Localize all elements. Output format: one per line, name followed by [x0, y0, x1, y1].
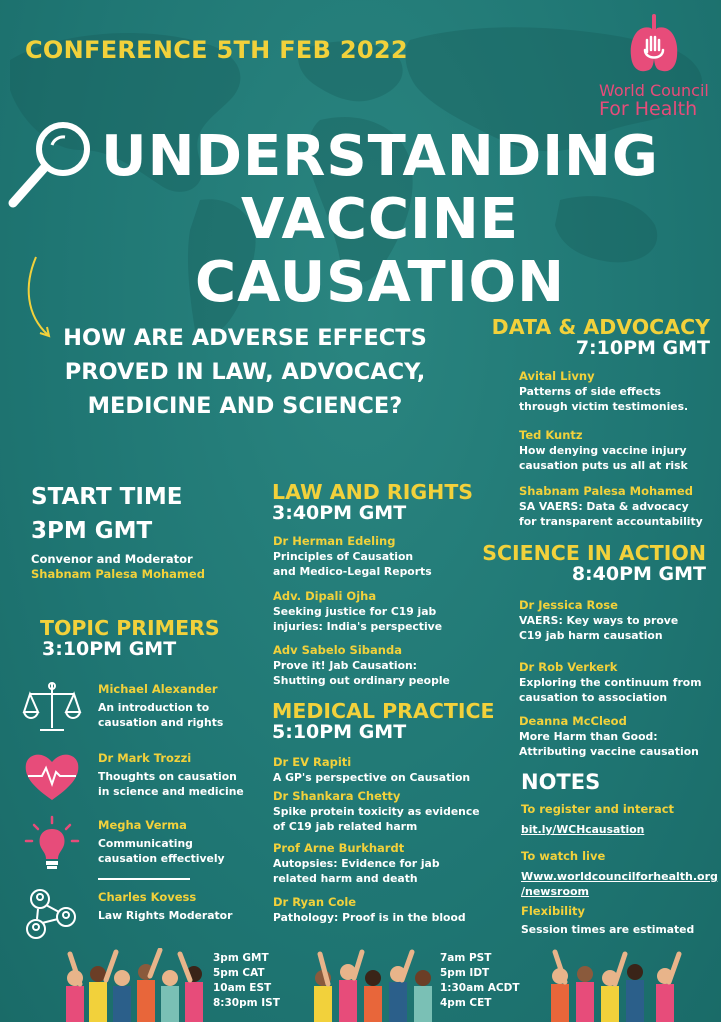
talk-title: through victim testimonies. — [519, 400, 689, 413]
crowd-illustration-icon — [60, 948, 210, 1022]
medical-list — [273, 755, 488, 925]
science-heading: SCIENCE IN ACTION — [482, 541, 706, 565]
question-line-1: HOW ARE ADVERSE EFFECTS — [63, 325, 427, 351]
talk-title: C19 jab harm causation — [519, 629, 663, 642]
start-time: 3PM GMT — [31, 518, 153, 544]
speaker-name: Dr EV Rapiti — [273, 755, 352, 769]
list-item — [273, 755, 488, 789]
speaker-name: Dr Jessica Rose — [519, 598, 618, 612]
law-header — [272, 481, 473, 524]
talk-title: Communicating — [98, 837, 193, 850]
talk-title: Exploring the continuum from — [519, 676, 702, 689]
crowd-illustration-icon — [545, 948, 685, 1022]
list-item — [273, 643, 483, 688]
convenor-block — [31, 552, 205, 582]
speaker-name: Avital Livny — [519, 369, 595, 383]
timezone-entry: 4pm CET — [440, 997, 492, 1009]
speaker-name: Dr Herman Edeling — [273, 534, 396, 548]
speaker-name: Dr Mark Trozzi — [98, 751, 192, 765]
timezone-entry: 8:30pm IST — [213, 997, 280, 1009]
timezone-entry: 5pm CAT — [213, 967, 265, 979]
register-link[interactable]: bit.ly/WCHcausation — [521, 823, 645, 836]
science-header — [480, 542, 706, 585]
lungs-hand-icon — [627, 12, 681, 76]
speaker-name: Adv Sabelo Sibanda — [273, 643, 402, 657]
talk-title: A GP's perspective on Causation — [273, 771, 471, 784]
list-item — [273, 589, 483, 643]
speaker-name: Dr Ryan Cole — [273, 895, 357, 909]
talk-title: Seeking justice for C19 jab — [273, 605, 437, 618]
list-item — [273, 895, 488, 925]
talk-title: causation to association — [519, 691, 668, 704]
flexibility-text: Session times are estimated — [521, 923, 695, 936]
list-item — [98, 818, 258, 890]
flexibility-label: Flexibility — [521, 904, 586, 918]
list-item — [519, 484, 714, 529]
talk-title: Attributing vaccine causation — [519, 745, 699, 758]
timezones-left — [213, 951, 280, 1011]
data-advocacy-list — [519, 369, 714, 529]
timezone-entry: 5pm IDT — [440, 967, 490, 979]
law-heading: LAW AND RIGHTS — [272, 480, 474, 504]
title-line-1: UNDERSTANDING — [101, 124, 659, 189]
speaker-name: Charles Kovess — [98, 890, 197, 904]
data-advocacy-header — [480, 316, 710, 359]
timezones-right — [440, 951, 520, 1011]
talk-title: injuries: India's perspective — [273, 620, 443, 633]
question-line-2: PROVED IN LAW, ADVOCACY, — [64, 359, 426, 385]
primers-heading: TOPIC PRIMERS — [40, 616, 220, 640]
logo-text — [596, 82, 711, 120]
list-item — [273, 789, 488, 841]
speaker-name: Michael Alexander — [98, 682, 218, 696]
question-line-3: MEDICINE AND SCIENCE? — [87, 393, 403, 419]
list-item — [519, 428, 714, 484]
lightbulb-icon — [22, 815, 82, 873]
speaker-name: Deanna McCleod — [519, 714, 627, 728]
talk-title: causation and rights — [98, 716, 224, 729]
timezone-entry: 7am PST — [440, 952, 492, 964]
notes-block — [521, 770, 716, 937]
speaker-name: Dr Shankara Chetty — [273, 789, 401, 803]
law-list — [273, 534, 483, 688]
talk-title: VAERS: Key ways to prove — [519, 614, 679, 627]
science-time: 8:40PM GMT — [571, 563, 706, 585]
watch-link-path[interactable]: /newsroom — [521, 885, 590, 898]
talk-title: Law Rights Moderator — [98, 909, 233, 922]
title-line-2: VACCINE CAUSATION — [194, 187, 566, 315]
medical-header — [272, 700, 495, 743]
speaker-name: Ted Kuntz — [519, 428, 583, 442]
talk-title: Principles of Causation — [273, 550, 414, 563]
timezone-entry: 10am EST — [213, 982, 272, 994]
conference-date: CONFERENCE 5TH FEB 2022 — [25, 36, 408, 64]
primers-header — [40, 617, 220, 660]
primers-list — [98, 682, 258, 923]
talk-title: Patterns of side effects — [519, 385, 661, 398]
talk-title: Thoughts on causation — [98, 770, 237, 783]
list-item — [98, 751, 258, 818]
start-label: START TIME — [31, 484, 183, 510]
convenor-name: Shabnam Palesa Mohamed — [31, 567, 205, 581]
convenor-role: Convenor and Moderator — [31, 552, 193, 566]
science-list — [519, 598, 714, 759]
timezone-entry: 3pm GMT — [213, 952, 269, 964]
data-advocacy-heading: DATA & ADVOCACY — [491, 315, 710, 339]
network-icon — [22, 885, 82, 943]
talk-title: causation effectively — [98, 852, 225, 865]
talk-title: and Medico-Legal Reports — [273, 565, 432, 578]
key-question — [25, 321, 465, 423]
medical-time: 5:10PM GMT — [272, 721, 407, 743]
talk-title: An introduction to — [98, 701, 210, 714]
scales-icon — [22, 678, 82, 736]
talk-title: in science and medicine — [98, 785, 244, 798]
list-item — [273, 534, 483, 589]
primers-time: 3:10PM GMT — [42, 638, 177, 660]
talk-title: related harm and death — [273, 872, 418, 885]
main-title — [55, 125, 705, 314]
start-time-block — [31, 480, 183, 548]
speaker-name: Shabnam Palesa Mohamed — [519, 484, 693, 498]
heart-pulse-icon — [22, 748, 82, 806]
talk-title: causation puts us all at risk — [519, 459, 688, 472]
talk-title: Spike protein toxicity as evidence — [273, 805, 480, 818]
crowd-illustration-icon — [308, 948, 438, 1022]
talk-title: More Harm than Good: — [519, 730, 658, 743]
speaker-name: Megha Verma — [98, 818, 187, 832]
talk-title: How denying vaccine injury — [519, 444, 687, 457]
data-advocacy-time: 7:10PM GMT — [575, 337, 710, 359]
list-item — [273, 841, 488, 895]
list-item — [98, 682, 258, 751]
law-time: 3:40PM GMT — [272, 502, 407, 524]
list-item — [519, 660, 714, 714]
talk-title: Autopsies: Evidence for jab — [273, 857, 440, 870]
speaker-name: Dr Rob Verkerk — [519, 660, 618, 674]
speaker-name: Adv. Dipali Ojha — [273, 589, 377, 603]
logo-line-2: For Health — [599, 98, 698, 120]
list-item — [519, 714, 714, 759]
watch-label: To watch live — [521, 849, 606, 863]
talk-title: of C19 jab related harm — [273, 820, 418, 833]
talk-title: Shutting out ordinary people — [273, 674, 450, 687]
list-item — [519, 369, 714, 428]
talk-title: for transparent accountability — [519, 515, 703, 528]
talk-title: SA VAERS: Data & advocacy — [519, 500, 689, 513]
speaker-name: Prof Arne Burkhardt — [273, 841, 405, 855]
register-label: To register and interact — [521, 802, 675, 816]
divider — [98, 878, 190, 880]
logo-line-1: World Council — [599, 81, 709, 100]
watch-link[interactable]: Www.worldcouncilforhealth.org — [521, 870, 718, 883]
notes-heading: NOTES — [521, 770, 601, 794]
list-item — [519, 598, 714, 660]
talk-title: Prove it! Jab Causation: — [273, 659, 418, 672]
timezone-entry: 1:30am ACDT — [440, 982, 520, 994]
medical-heading: MEDICAL PRACTICE — [272, 699, 495, 723]
talk-title: Pathology: Proof is in the blood — [273, 911, 466, 924]
wch-logo — [596, 12, 711, 120]
list-item — [98, 890, 258, 923]
